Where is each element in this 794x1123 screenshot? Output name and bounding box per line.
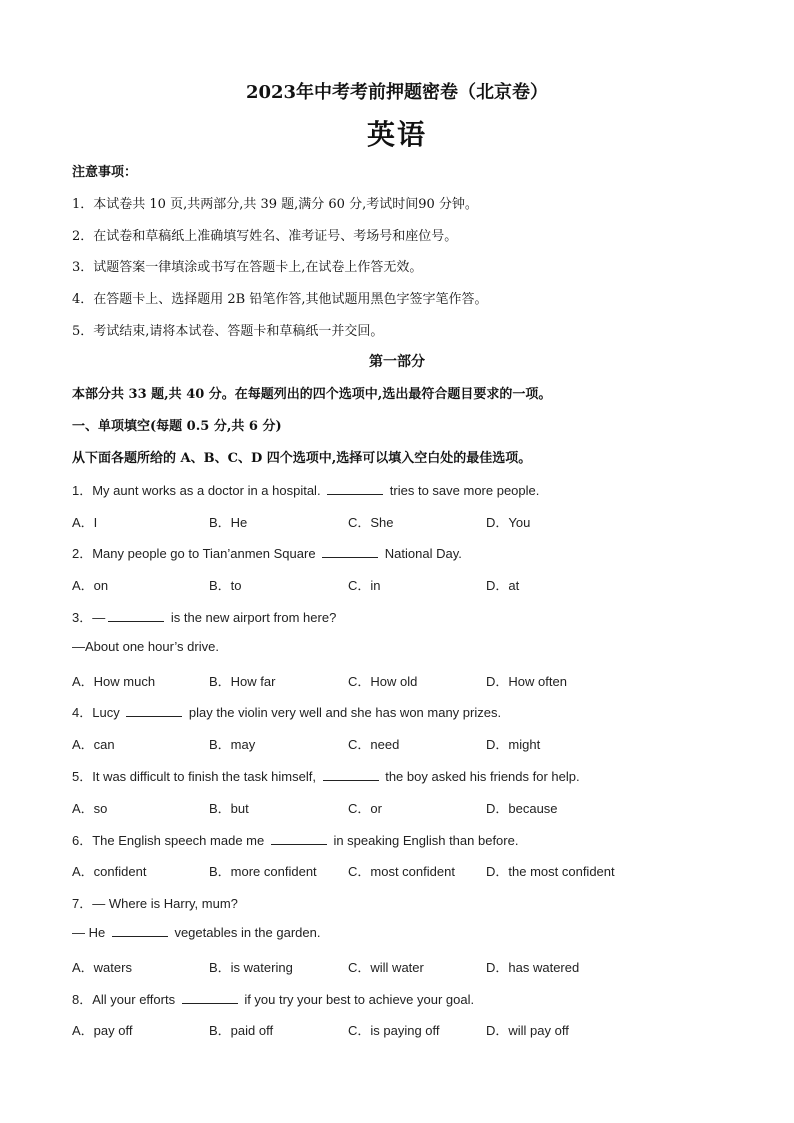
option-a: A．waters xyxy=(72,960,132,975)
section-title: 一、单项填空(每题 0.5 分,共 6 分) xyxy=(72,419,282,434)
option-d: D．has watered xyxy=(486,960,580,975)
option-a: A．pay off xyxy=(72,1023,133,1038)
question-1 xyxy=(72,480,539,499)
notice-item: 2．在试卷和草稿纸上准确填写姓名、准考证号、考场号和座位号。 xyxy=(72,229,458,244)
option-b: B．to xyxy=(209,578,242,593)
option-c: C．or xyxy=(348,801,382,816)
answer-blank xyxy=(112,926,168,937)
notice-heading: 注意事项： xyxy=(72,165,138,180)
question-4 xyxy=(72,702,501,721)
question-text: 5．It was difficult to finish the task himself, xyxy=(72,769,320,784)
question-text: the boy asked his friends for help. xyxy=(381,769,580,784)
option-d: D．the most confident xyxy=(486,864,615,879)
option-b: B．more confident xyxy=(209,864,317,879)
answer-blank xyxy=(108,611,164,622)
option-a: A．so xyxy=(72,801,108,816)
section-instruction: 从下面各题所给的 A、B、C、D 四个选项中,选择可以填入空白处的最佳选项。 xyxy=(72,451,532,466)
question-text: play the violin very well and she has won many prizes. xyxy=(185,705,502,720)
option-a: A．I xyxy=(72,515,98,530)
option-d: D．will pay off xyxy=(486,1023,569,1038)
question-7-reply xyxy=(72,925,320,940)
part-heading: 第一部分 xyxy=(369,354,425,370)
answer-blank xyxy=(182,993,238,1004)
answer-blank xyxy=(271,834,327,845)
option-c: C．is paying off xyxy=(348,1023,440,1038)
notice-item: 1．本试卷共 10 页,共两部分,共 39 题,满分 60 分,考试时间90 分钟。 xyxy=(72,197,478,212)
question-6 xyxy=(72,830,518,849)
question-2 xyxy=(72,543,462,562)
option-a: A．can xyxy=(72,737,115,752)
question-text: 4．Lucy xyxy=(72,705,124,720)
answer-blank xyxy=(322,547,378,558)
answer-blank xyxy=(323,770,379,781)
question-8 xyxy=(72,989,474,1008)
question-5 xyxy=(72,766,580,785)
option-d: D．at xyxy=(486,578,520,593)
question-text: in speaking English than before. xyxy=(329,833,519,848)
question-3 xyxy=(72,607,336,626)
question-text: — He xyxy=(72,925,109,940)
notice-item: 5．考试结束,请将本试卷、答题卡和草稿纸一并交回。 xyxy=(72,324,384,339)
option-a: A．on xyxy=(72,578,109,593)
question-text: 2．Many people go to Tian’anmen Square xyxy=(72,546,320,561)
question-text: 3．— xyxy=(72,610,106,625)
question-text: 6．The English speech made me xyxy=(72,833,268,848)
subject-title: 英语 xyxy=(366,118,427,151)
question-text: tries to save more people. xyxy=(386,483,540,498)
question-text: is the new airport from here? xyxy=(167,610,337,625)
option-a: A．How much xyxy=(72,674,156,689)
option-c: C．She xyxy=(348,515,394,530)
option-b: B．may xyxy=(209,737,256,752)
option-a: A．confident xyxy=(72,864,147,879)
option-c: C．will water xyxy=(348,960,424,975)
question-text: National Day. xyxy=(381,546,462,561)
answer-blank xyxy=(327,484,383,495)
question-text: if you try your best to achieve your goal. xyxy=(240,992,475,1007)
option-b: B．but xyxy=(209,801,249,816)
option-b: B．He xyxy=(209,515,248,530)
option-c: C．need xyxy=(348,737,400,752)
exam-title: 2023年中考考前押题密卷（北京卷） xyxy=(245,82,549,103)
question-3-reply: —About one hour’s drive. xyxy=(72,639,219,654)
question-7: 7．— Where is Harry, mum? xyxy=(72,896,238,911)
option-b: B．How far xyxy=(209,674,276,689)
part-intro: 本部分共 33 题,共 40 分。在每题列出的四个选项中,选出最符合题目要求的一项。 xyxy=(72,387,552,402)
option-c: C．How old xyxy=(348,674,418,689)
option-b: B．is watering xyxy=(209,960,293,975)
question-text: vegetables in the garden. xyxy=(170,925,321,940)
question-text: 1．My aunt works as a doctor in a hospital. xyxy=(72,483,325,498)
option-d: D．You xyxy=(486,515,531,530)
option-d: D．because xyxy=(486,801,558,816)
option-c: C．most confident xyxy=(348,864,455,879)
option-b: B．paid off xyxy=(209,1023,274,1038)
notice-item: 4．在答题卡上、选择题用 2B 铅笔作答,其他试题用黑色字签字笔作答。 xyxy=(72,292,488,307)
notice-item: 3．试题答案一律填涂或书写在答题卡上,在试卷上作答无效。 xyxy=(72,260,423,275)
option-d: D．might xyxy=(486,737,541,752)
option-d: D．How often xyxy=(486,674,567,689)
question-text: 8．All your efforts xyxy=(72,992,179,1007)
answer-blank xyxy=(126,706,182,717)
option-c: C．in xyxy=(348,578,381,593)
